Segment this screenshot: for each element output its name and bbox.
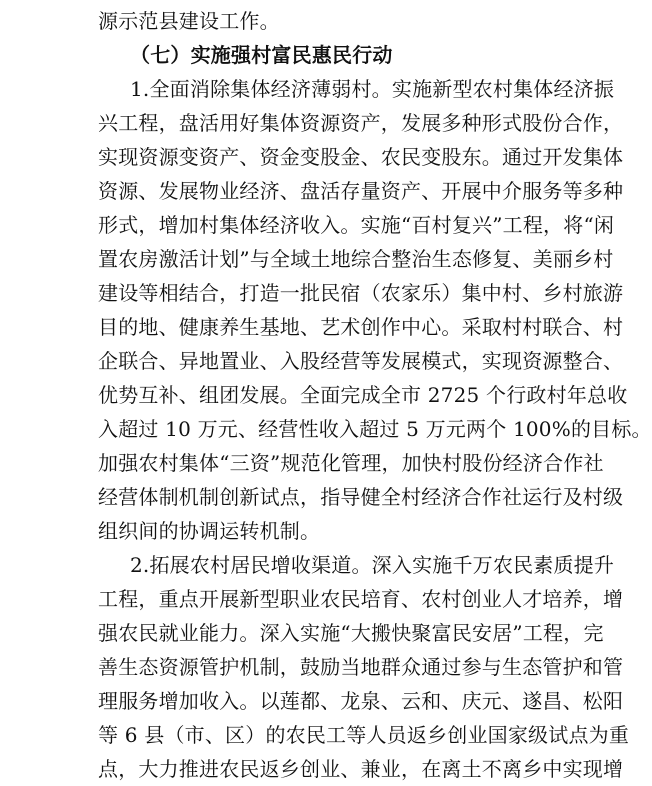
section-heading: （七）实施强村富民惠民行动 bbox=[130, 43, 393, 67]
text-line: 工程，重点开展新型职业农民培育、农村创业人才培养，增 bbox=[98, 587, 624, 611]
text-line: 入超过 10 万元、经营性收入超过 5 万元两个 100%的目标。 bbox=[98, 417, 652, 441]
text-line: 源示范县建设工作。 bbox=[98, 9, 280, 33]
text-line: 建设等相结合，打造一批民宿（农家乐）集中村、乡村旅游 bbox=[98, 281, 624, 305]
text-line: 置农房激活计划”与全域土地综合整治生态修复、美丽乡村 bbox=[98, 247, 614, 271]
text-line: 组织间的协调运转机制。 bbox=[98, 519, 321, 543]
text-line: 点，大力推进农民返乡创业、兼业，在离土不离乡中实现增 bbox=[98, 757, 624, 781]
text-line: 2.拓展农村居民增收渠道。深入实施千万农民素质提升 bbox=[130, 553, 615, 577]
text-line: 资源、发展物业经济、盘活存量资产、开展中介服务等多种 bbox=[98, 179, 624, 203]
text-line: 目的地、健康养生基地、艺术创作中心。采取村村联合、村 bbox=[98, 315, 624, 339]
text-line: 企联合、异地置业、入股经营等发展模式，实现资源整合、 bbox=[98, 349, 624, 373]
text-line: 善生态资源管护机制，鼓励当地群众通过参与生态管护和管 bbox=[98, 655, 624, 679]
text-line: 实现资源变资产、资金变股金、农民变股东。通过开发集体 bbox=[98, 145, 624, 169]
text-line: 1.全面消除集体经济薄弱村。实施新型农村集体经济振 bbox=[130, 77, 615, 101]
text-line: 优势互补、组团发展。全面完成全市 2725 个行政村年总收 bbox=[98, 383, 628, 407]
text-line: 强农民就业能力。深入实施“大搬快聚富民安居”工程，完 bbox=[98, 621, 604, 645]
text-line: 等 6 县（市、区）的农民工等人员返乡创业国家级试点为重 bbox=[98, 723, 630, 747]
text-line: 理服务增加收入。以莲都、龙泉、云和、庆元、遂昌、松阳 bbox=[98, 689, 624, 713]
text-line: 形式，增加村集体经济收入。实施“百村复兴”工程，将“闲 bbox=[98, 213, 615, 237]
text-line: 兴工程，盘活用好集体资源资产，发展多种形式股份合作， bbox=[98, 111, 624, 135]
text-line: 加强农村集体“三资”规范化管理，加快村股份经济合作社 bbox=[98, 451, 604, 475]
text-line: 经营体制机制创新试点，指导健全村经济合作社运行及村级 bbox=[98, 485, 624, 509]
